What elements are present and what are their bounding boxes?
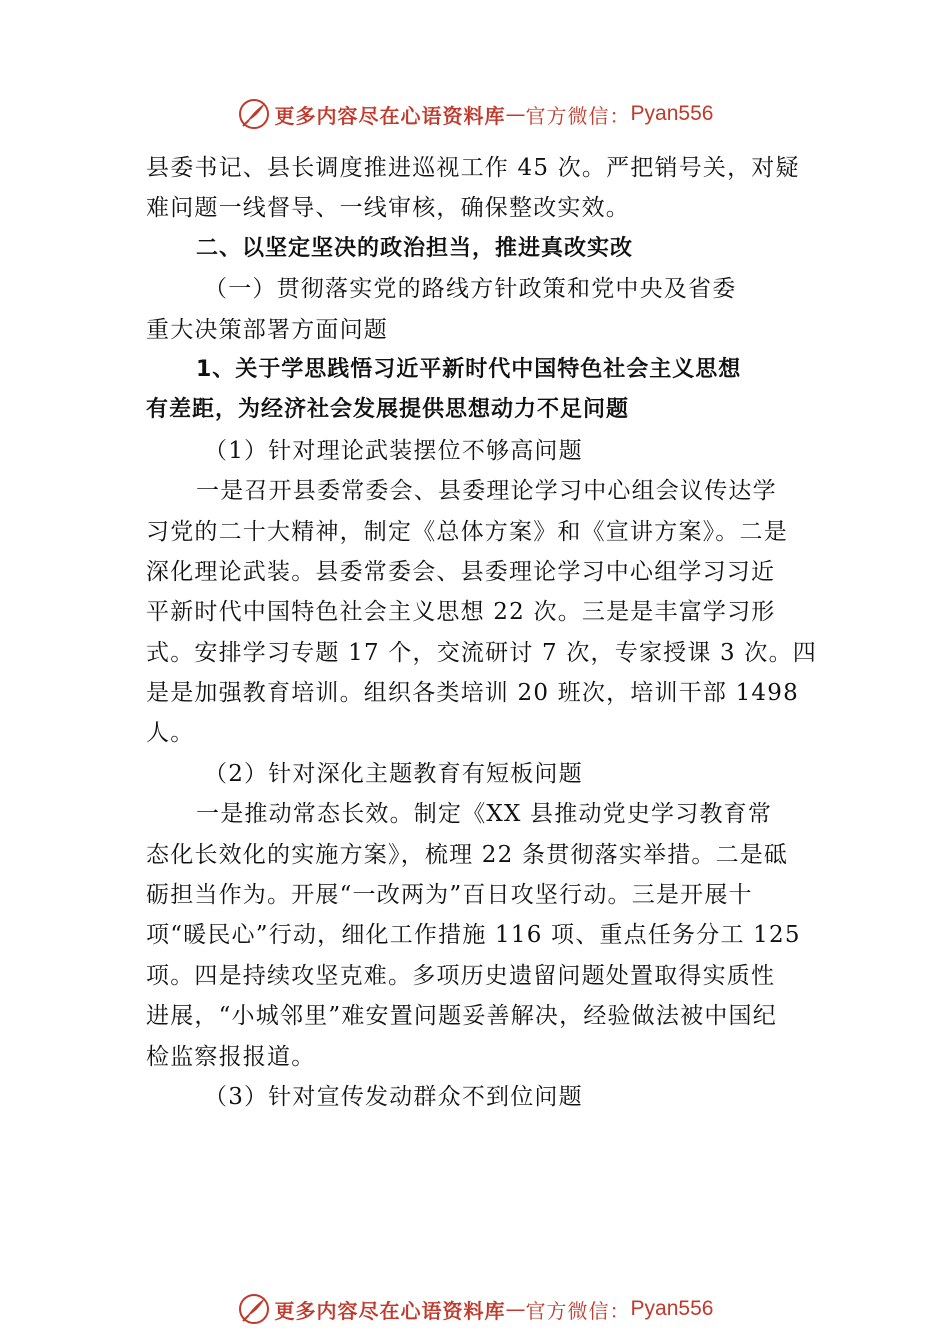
feather-logo-icon — [237, 97, 271, 131]
paragraph-line: 项“暖民心”行动，细化工作措施 116 项、重点任务分工 125 — [146, 922, 801, 949]
paragraph-line: 进展，“小城邻里”难安置问题妥善解决，经验做法被中国纪 — [146, 1003, 777, 1030]
banner-dash: — — [505, 102, 526, 126]
paragraph-line: 深化理论武装。县委常委会、县委理论学习中心组学习习近 — [146, 558, 776, 585]
paragraph-line: 态化长效化的实施方案》，梳理 22 条贯彻落实举措。二是砥 — [146, 841, 789, 868]
paragraph-line: 项。四是持续攻坚克难。多项历史遗留问题处置取得实质性 — [146, 962, 776, 989]
paragraph-line: 一是召开县委常委会、县委理论学习中心组会议传达学 — [196, 478, 777, 505]
subsection-heading-cont: 重大决策部署方面问题 — [146, 316, 388, 343]
paragraph-line: 平新时代中国特色社会主义思想 22 次。三是是丰富学习形 — [146, 599, 776, 626]
paragraph-line: 式。安排学习专题 17 个，交流研讨 7 次，专家授课 3 次。四 — [146, 639, 817, 666]
paragraph-line: 是是加强教育培训。组织各类培训 20 班次，培训干部 1498 — [146, 680, 799, 707]
item-heading-cont: 有差距，为经济社会发展提供思想动力不足问题 — [146, 397, 630, 423]
banner-wechat-label: 官方微信： — [525, 1298, 631, 1323]
paragraph-line: 砺担当作为。开展“一改两为”百日攻坚行动。三是开展十 — [146, 882, 753, 909]
item-heading: 1、关于学思践悟习近平新时代中国特色社会主义思想 — [196, 356, 742, 382]
subsection-heading: （一）贯彻落实党的路线方针政策和党中央及省委 — [204, 276, 737, 303]
footer-banner — [0, 1289, 950, 1329]
banner-dash: — — [505, 1297, 526, 1321]
banner-wechat-id: Pyan556 — [630, 1297, 714, 1320]
paragraph-line: 习党的二十大精神，制定《总体方案》和《宣讲方案》。二是 — [146, 518, 788, 545]
paragraph-line: 县委书记、县长调度推进巡视工作 45 次。严把销号关，对疑 — [146, 155, 800, 181]
banner-wechat-id: Pyan556 — [630, 102, 714, 125]
sub-item-heading: （2）针对深化主题教育有短板问题 — [204, 760, 583, 787]
banner-site-name: 更多内容尽在心语资料库 — [274, 1298, 506, 1323]
paragraph-line: 检监察报报道。 — [146, 1043, 316, 1070]
banner-wechat-label: 官方微信： — [525, 103, 631, 128]
sub-item-heading: （1）针对理论武装摆位不够高问题 — [204, 437, 583, 464]
paragraph-line: 难问题一线督导、一线审核，确保整改实效。 — [146, 195, 630, 222]
document-body — [146, 148, 817, 1117]
paragraph-line: 一是推动常态长效。制定《XX 县推动党史学习教育常 — [196, 801, 773, 828]
banner-site-name: 更多内容尽在心语资料库 — [274, 103, 506, 128]
feather-logo-icon — [237, 1292, 271, 1326]
sub-item-heading: （3）针对宣传发动群众不到位问题 — [204, 1083, 583, 1110]
section-heading: 二、以坚定坚决的政治担当，推进真改实改 — [196, 235, 634, 261]
header-banner — [0, 94, 950, 134]
paragraph-line: 人。 — [146, 720, 195, 747]
